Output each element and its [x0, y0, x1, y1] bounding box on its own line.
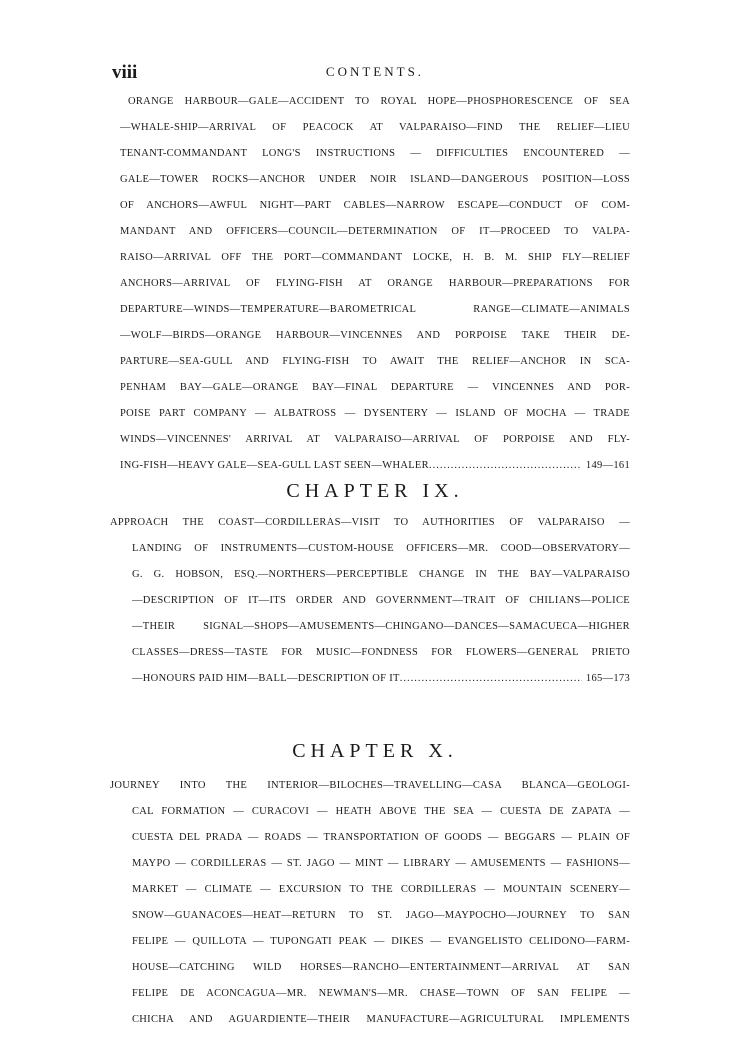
contents-line: POISE PART COMPANY — ALBATROSS — DYSENTERY — ISLAND OF MOCHA — TRADE	[120, 408, 630, 419]
running-head: CONTENTS.	[325, 64, 425, 79]
contents-line: JOURNEY INTO THE INTERIOR—BILOCHES—TRAVELLING—CASA BLANCA—GEOLOGI-	[110, 780, 630, 791]
chapter-heading: CHAPTER X.	[292, 740, 458, 762]
contents-line: FELIPE — QUILLOTA — TUPONGATI PEAK — DIKES — EVANGELISTO CELIDONO—FARM-	[132, 936, 630, 947]
contents-block-chapter-10	[110, 773, 630, 1033]
contents-line: PARTURE—SEA-GULL AND FLYING-FISH TO AWAIT THE RELIEF—ANCHOR IN SCA-	[120, 356, 630, 367]
contents-line: —HONOURS PAID HIM—BALL—DESCRIPTION OF IT	[132, 673, 400, 684]
contents-line-with-pages	[120, 666, 630, 692]
leader-dots	[400, 666, 582, 692]
contents-block-chapter-8	[120, 89, 630, 479]
contents-line: —WHALE-SHIP—ARRIVAL OF PEACOCK AT VALPARAISO—FIND THE RELIEF—LIEU	[120, 122, 630, 133]
contents-line: PENHAM BAY—GALE—ORANGE BAY—FINAL DEPARTURE — VINCENNES AND POR-	[120, 382, 630, 393]
contents-line: MARKET — CLIMATE — EXCURSION TO THE CORDILLERAS — MOUNTAIN SCENERY—	[132, 884, 630, 895]
page-number: viii	[112, 62, 138, 83]
contents-line: OF ANCHORS—AWFUL NIGHT—PART CABLES—NARROW ESCAPE—CONDUCT OF COM-	[120, 200, 630, 211]
contents-line: DEPARTURE—WINDS—TEMPERATURE—BAROMETRICAL RANGE—CLIMATE—ANIMALS	[120, 304, 630, 315]
contents-block-chapter-9	[110, 510, 630, 692]
contents-line: TENANT-COMMANDANT LONG'S INSTRUCTIONS — DIFFICULTIES ENCOUNTERED —	[120, 148, 630, 159]
contents-line: ORANGE HARBOUR—GALE—ACCIDENT TO ROYAL HOPE—PHOSPHORESCENCE OF SEA	[128, 96, 630, 107]
leader-dots	[429, 453, 582, 479]
contents-line: MANDANT AND OFFICERS—COUNCIL—DETERMINATION OF IT—PROCEED TO VALPA-	[120, 226, 630, 237]
contents-line: FELIPE DE ACONCAGUA—MR. NEWMAN'S—MR. CHASE—TOWN OF SAN FELIPE —	[132, 988, 630, 999]
contents-line: CLASSES—DRESS—TASTE FOR MUSIC—FONDNESS FOR FLOWERS—GENERAL PRIETO	[132, 647, 630, 658]
contents-line: LANDING OF INSTRUMENTS—CUSTOM-HOUSE OFFICERS—MR. COOD—OBSERVATORY—	[132, 543, 630, 554]
contents-line: G. G. HOBSON, ESQ.—NORTHERS—PERCEPTIBLE CHANGE IN THE BAY—VALPARAISO	[132, 569, 630, 580]
contents-line: CUESTA DEL PRADA — ROADS — TRANSPORTATION OF GOODS — BEGGARS — PLAIN OF	[132, 832, 630, 843]
contents-line: APPROACH THE COAST—CORDILLERAS—VISIT TO AUTHORITIES OF VALPARAISO —	[110, 517, 630, 528]
chapter-heading: CHAPTER IX.	[286, 480, 464, 502]
contents-line: ANCHORS—ARRIVAL OF FLYING-FISH AT ORANGE HARBOUR—PREPARATIONS FOR	[120, 278, 630, 289]
contents-line: MAYPO — CORDILLERAS — ST. JAGO — MINT — LIBRARY — AMUSEMENTS — FASHIONS—	[132, 858, 630, 869]
page-range: 149—161	[585, 460, 630, 471]
contents-line: CAL FORMATION — CURACOVI — HEATH ABOVE THE SEA — CUESTA DE ZAPATA —	[132, 806, 630, 817]
contents-line: GALE—TOWER ROCKS—ANCHOR UNDER NOIR ISLAND—DANGEROUS POSITION—LOSS	[120, 174, 630, 185]
contents-line: —THEIR SIGNAL—SHOPS—AMUSEMENTS—CHINGANO—DANCES—SAMACUECA—HIGHER	[132, 621, 630, 632]
contents-line: —DESCRIPTION OF IT—ITS ORDER AND GOVERNMENT—TRAIT OF CHILIANS—POLICE	[132, 595, 630, 606]
contents-line: SNOW—GUANACOES—HEAT—RETURN TO ST. JAGO—MAYPOCHO—JOURNEY TO SAN	[132, 910, 630, 921]
contents-line: CHICHA AND AGUARDIENTE—THEIR MANUFACTURE—AGRICULTURAL IMPLEMENTS	[132, 1014, 630, 1025]
contents-line: ING-FISH—HEAVY GALE—SEA-GULL LAST SEEN—WHALER	[120, 460, 429, 471]
contents-line: WINDS—VINCENNES' ARRIVAL AT VALPARAISO—ARRIVAL OF PORPOISE AND FLY-	[120, 434, 630, 445]
contents-line: RAISO—ARRIVAL OFF THE PORT—COMMANDANT LOCKE, H. B. M. SHIP FLY—RELIEF	[120, 252, 630, 263]
page-range: 165—173	[585, 673, 630, 684]
contents-line: HOUSE—CATCHING WILD HORSES—RANCHO—ENTERTAINMENT—ARRIVAL AT SAN	[132, 962, 630, 973]
contents-line-with-pages	[120, 453, 630, 479]
contents-line: —WOLF—BIRDS—ORANGE HARBOUR—VINCENNES AND PORPOISE TAKE THEIR DE-	[120, 330, 630, 341]
